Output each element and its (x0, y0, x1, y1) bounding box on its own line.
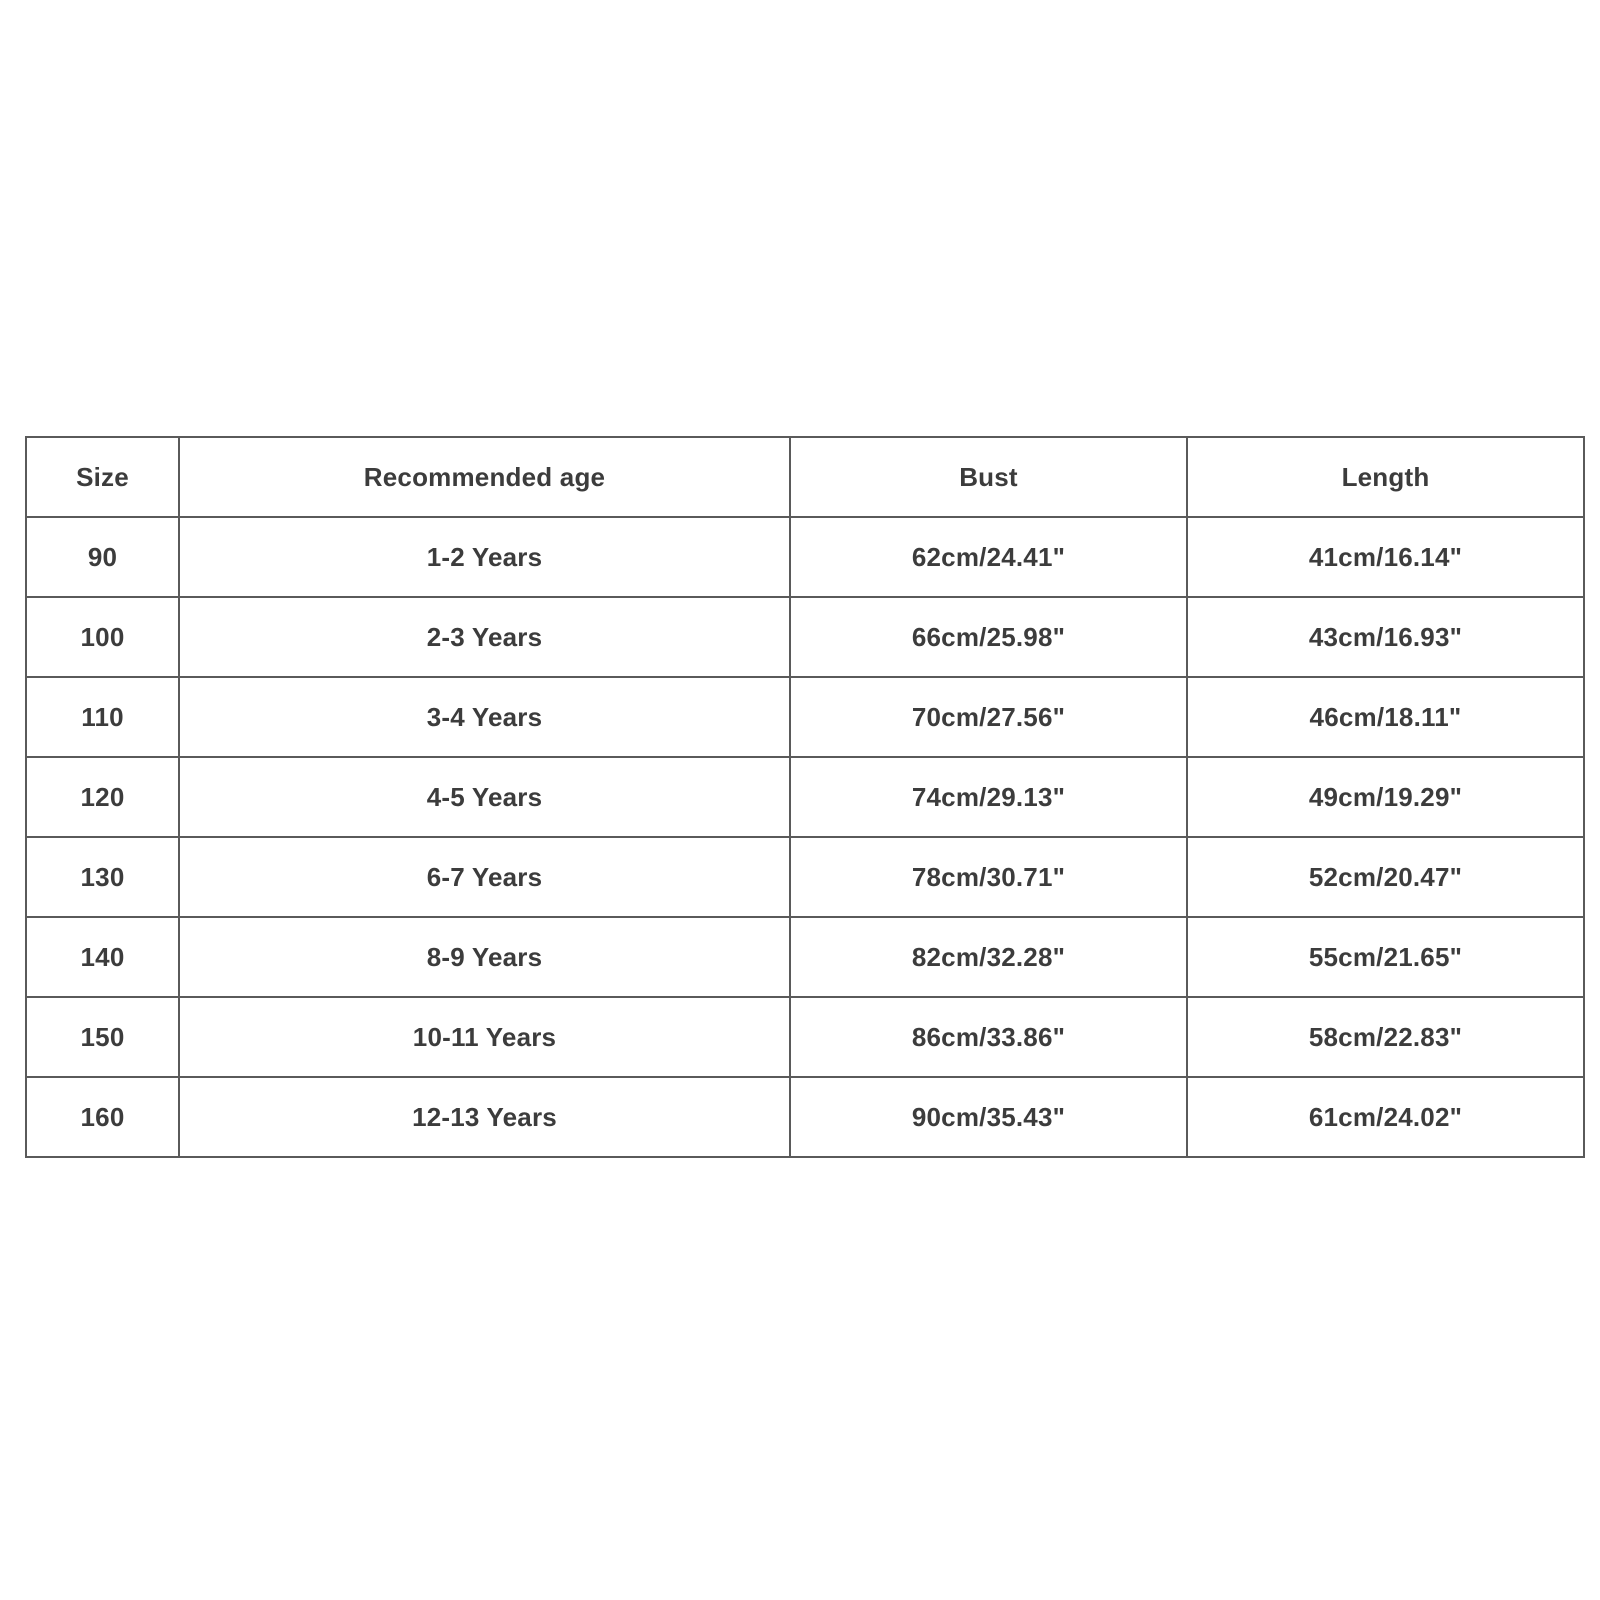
header-bust: Bust (790, 437, 1187, 517)
header-size: Size (26, 437, 179, 517)
cell-length: 61cm/24.02" (1187, 1077, 1584, 1157)
cell-bust: 70cm/27.56" (790, 677, 1187, 757)
cell-bust: 62cm/24.41" (790, 517, 1187, 597)
cell-age: 3-4 Years (179, 677, 790, 757)
table-row (26, 997, 1584, 1077)
cell-age: 1-2 Years (179, 517, 790, 597)
cell-size: 150 (26, 997, 179, 1077)
table-row (26, 837, 1584, 917)
table-row (26, 597, 1584, 677)
cell-age: 6-7 Years (179, 837, 790, 917)
size-chart-table (25, 436, 1585, 1158)
cell-bust: 90cm/35.43" (790, 1077, 1187, 1157)
cell-length: 43cm/16.93" (1187, 597, 1584, 677)
table-row (26, 1077, 1584, 1157)
table-row (26, 757, 1584, 837)
cell-length: 41cm/16.14" (1187, 517, 1584, 597)
cell-size: 140 (26, 917, 179, 997)
cell-size: 120 (26, 757, 179, 837)
cell-age: 8-9 Years (179, 917, 790, 997)
cell-size: 100 (26, 597, 179, 677)
cell-bust: 86cm/33.86" (790, 997, 1187, 1077)
cell-length: 49cm/19.29" (1187, 757, 1584, 837)
cell-age: 2-3 Years (179, 597, 790, 677)
header-row (26, 437, 1584, 517)
cell-age: 10-11 Years (179, 997, 790, 1077)
cell-size: 90 (26, 517, 179, 597)
table-header (26, 437, 1584, 517)
table-row (26, 517, 1584, 597)
cell-length: 55cm/21.65" (1187, 917, 1584, 997)
cell-age: 4-5 Years (179, 757, 790, 837)
table-body (26, 517, 1584, 1157)
cell-bust: 66cm/25.98" (790, 597, 1187, 677)
cell-age: 12-13 Years (179, 1077, 790, 1157)
table-row (26, 677, 1584, 757)
cell-bust: 74cm/29.13" (790, 757, 1187, 837)
cell-length: 46cm/18.11" (1187, 677, 1584, 757)
header-recommended-age: Recommended age (179, 437, 790, 517)
cell-bust: 78cm/30.71" (790, 837, 1187, 917)
cell-bust: 82cm/32.28" (790, 917, 1187, 997)
cell-length: 52cm/20.47" (1187, 837, 1584, 917)
cell-size: 130 (26, 837, 179, 917)
cell-size: 160 (26, 1077, 179, 1157)
cell-length: 58cm/22.83" (1187, 997, 1584, 1077)
cell-size: 110 (26, 677, 179, 757)
header-length: Length (1187, 437, 1584, 517)
table-row (26, 917, 1584, 997)
